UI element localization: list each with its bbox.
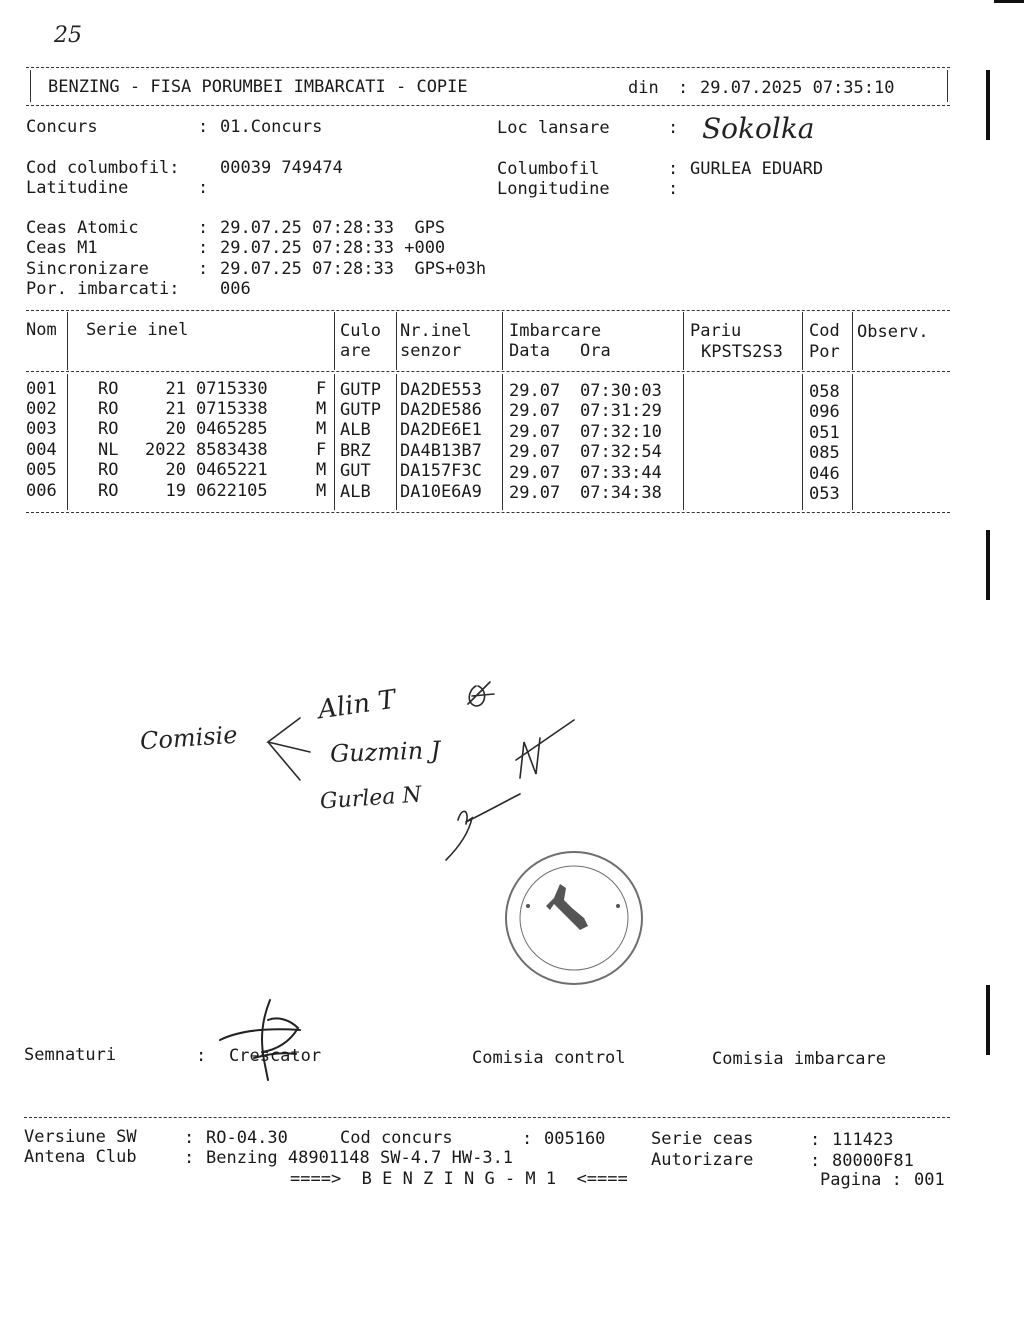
cod-concurs-colon: :: [522, 1129, 533, 1149]
cell-cod: 046: [809, 464, 840, 484]
cell-ring: 0715338: [196, 399, 268, 419]
ceas-m1-colon: :: [198, 238, 209, 258]
cell-country: RO: [98, 399, 119, 419]
columbofil-colon: :: [668, 159, 679, 179]
ceas-atomic-colon: :: [198, 218, 209, 238]
handwritten-name-1: Alin T: [316, 684, 398, 726]
versiune-label: Versiune SW: [24, 1127, 137, 1147]
longitudine-label: Longitudine: [497, 179, 610, 199]
cell-ring: 0465221: [196, 460, 268, 480]
versiune-value: RO-04.30: [206, 1128, 288, 1148]
col-header-cod-1: Cod: [809, 321, 840, 341]
cell-date: 29.07: [509, 401, 561, 421]
comisia-imbarcare-label: Comisia imbarcare: [712, 1049, 886, 1069]
cell-nom: 004: [26, 440, 57, 460]
cell-country: NL: [98, 440, 119, 460]
cell-nom: 001: [26, 379, 57, 399]
por-imbarcati-label: Por. imbarcati:: [26, 279, 180, 299]
cell-country: RO: [98, 419, 119, 439]
cell-date: 29.07: [509, 442, 561, 462]
col-header-culoare-2: are: [340, 341, 371, 361]
autorizare-label: Autorizare: [651, 1150, 754, 1170]
col-header-ora: Ora: [580, 341, 611, 361]
latitudine-label: Latitudine: [26, 178, 129, 198]
loc-lansare-colon: :: [668, 118, 679, 138]
cell-year: 20: [165, 460, 186, 480]
report-date-colon: :: [678, 78, 689, 98]
col-header-imbarcare: Imbarcare: [509, 321, 602, 341]
cell-sex: M: [316, 419, 327, 439]
col-header-nrinel-2: senzor: [400, 341, 462, 361]
cell-color: GUT: [340, 461, 371, 481]
report-date-label: din: [628, 78, 659, 98]
check-mark-1: [468, 682, 494, 706]
autorizare-colon: :: [810, 1151, 821, 1171]
cell-nom: 003: [26, 419, 57, 439]
loc-lansare-value: Sokolka: [702, 112, 815, 145]
longitudine-colon: :: [668, 179, 679, 199]
cell-sensor: DA2DE6E1: [400, 420, 482, 440]
cell-color: GUTP: [340, 400, 381, 420]
cell-year: 21: [165, 399, 186, 419]
col-header-pariu-2: KPSTS2S3: [701, 342, 783, 362]
cell-year: 19: [165, 481, 186, 501]
cell-time: 07:33:44: [580, 463, 662, 483]
cell-color: ALB: [340, 420, 371, 440]
col-header-pariu-1: Pariu: [690, 321, 742, 341]
latitudine-colon: :: [198, 178, 209, 198]
cell-time: 07:31:29: [580, 401, 662, 421]
serie-ceas-colon: :: [810, 1130, 821, 1150]
cell-year: 21: [165, 379, 186, 399]
cell-sensor: DA4B13B7: [400, 441, 482, 461]
comisia-control-label: Comisia control: [472, 1048, 626, 1068]
antena-label: Antena Club: [24, 1147, 137, 1167]
cell-ring: 0715330: [196, 379, 268, 399]
sincronizare-label: Sincronizare: [26, 259, 149, 279]
cod-columbofil-label: Cod columbofil:: [26, 158, 180, 178]
cell-date: 29.07: [509, 483, 561, 503]
cell-sex: M: [316, 399, 327, 419]
versiune-colon: :: [184, 1128, 195, 1148]
ceas-m1-value: 29.07.25 07:28:33 +000: [220, 238, 446, 258]
pagina-label: Pagina :: [820, 1170, 902, 1190]
cell-year: 20: [165, 419, 186, 439]
col-header-cod-2: Por: [809, 342, 840, 362]
pagina-value: 001: [914, 1170, 945, 1190]
handwritten-comisie: Comisie: [139, 720, 239, 756]
sincronizare-colon: :: [198, 259, 209, 279]
cell-color: BRZ: [340, 441, 371, 461]
ceas-atomic-value: 29.07.25 07:28:33 GPS: [220, 218, 446, 238]
footer-separator: [24, 1117, 950, 1118]
cell-sensor: DA157F3C: [400, 461, 482, 481]
cell-color: ALB: [340, 482, 371, 502]
col-header-observ: Observ.: [857, 322, 929, 342]
cell-time: 07:32:10: [580, 422, 662, 442]
col-header-data: Data: [509, 341, 550, 361]
col-header-serie: Serie inel: [86, 320, 189, 340]
cell-year: 2022: [145, 440, 186, 460]
col-header-nom: Nom: [26, 320, 57, 340]
columbofil-value: GURLEA EDUARD: [690, 159, 824, 179]
cell-sensor: DA10E6A9: [400, 482, 482, 502]
signature-scribble: [210, 980, 320, 1090]
benzing-banner: ====> B E N Z I N G - M 1 <====: [290, 1169, 628, 1189]
cell-cod: 051: [809, 423, 840, 443]
semnaturi-colon: :: [196, 1046, 207, 1066]
serie-ceas-label: Serie ceas: [651, 1129, 754, 1149]
check-mark-2: [516, 720, 574, 778]
cod-columbofil-value: 00039 749474: [220, 158, 343, 178]
cell-cod: 053: [809, 484, 840, 504]
cell-time: 07:30:03: [580, 381, 662, 401]
cell-sensor: DA2DE553: [400, 380, 482, 400]
ceas-atomic-label: Ceas Atomic: [26, 218, 139, 238]
concurs-label: Concurs: [26, 117, 98, 137]
cell-nom: 006: [26, 481, 57, 501]
cell-nom: 005: [26, 460, 57, 480]
report-date-value: 29.07.2025 07:35:10: [700, 78, 895, 98]
cell-sex: M: [316, 460, 327, 480]
cell-date: 29.07: [509, 463, 561, 483]
cell-country: RO: [98, 379, 119, 399]
col-header-culoare-1: Culo: [340, 321, 381, 341]
report-title: BENZING - FISA PORUMBEI IMBARCATI - COPIE: [48, 77, 468, 97]
cell-ring: 0622105: [196, 481, 268, 501]
association-stamp: [502, 848, 646, 988]
ceas-m1-label: Ceas M1: [26, 238, 98, 258]
cell-time: 07:32:54: [580, 442, 662, 462]
handwritten-name-3: Gurlea N: [319, 782, 423, 815]
cell-nom: 002: [26, 399, 57, 419]
por-imbarcati-value: 006: [220, 279, 251, 299]
autorizare-value: 80000F81: [832, 1151, 914, 1171]
cell-date: 29.07: [509, 422, 561, 442]
concurs-colon: :: [198, 117, 209, 137]
cell-country: RO: [98, 481, 119, 501]
cell-cod: 058: [809, 382, 840, 402]
cell-sex: F: [316, 440, 327, 460]
cell-color: GUTP: [340, 380, 381, 400]
handwritten-page-number: 25: [54, 23, 82, 48]
loc-lansare-label: Loc lansare: [497, 118, 610, 138]
antena-value: Benzing 48901148 SW-4.7 HW-3.1: [206, 1148, 514, 1168]
cell-sex: M: [316, 481, 327, 501]
cell-ring: 0465285: [196, 419, 268, 439]
cod-concurs-label: Cod concurs: [340, 1128, 453, 1148]
handwritten-name-2: Guzmin J: [329, 736, 441, 768]
cell-ring: 8583438: [196, 440, 268, 460]
concurs-value: 01.Concurs: [220, 117, 323, 137]
stamp-pigeon-icon: [546, 884, 588, 930]
cell-cod: 096: [809, 402, 840, 422]
cell-sensor: DA2DE586: [400, 400, 482, 420]
semnaturi-label: Semnaturi: [24, 1045, 117, 1065]
antena-colon: :: [184, 1148, 195, 1168]
cod-concurs-value: 005160: [544, 1129, 606, 1149]
cell-cod: 085: [809, 443, 840, 463]
sincronizare-value: 29.07.25 07:28:33 GPS+03h: [220, 259, 487, 279]
bracket-arrow-mark: [268, 718, 310, 780]
cell-sex: F: [316, 379, 327, 399]
serie-ceas-value: 111423: [832, 1130, 894, 1150]
cell-time: 07:34:38: [580, 483, 662, 503]
crescator-label: Crescator: [229, 1046, 322, 1066]
columbofil-label: Columbofil: [497, 159, 600, 179]
cell-country: RO: [98, 460, 119, 480]
cell-date: 29.07: [509, 381, 561, 401]
col-header-nrinel-1: Nr.inel: [400, 321, 472, 341]
